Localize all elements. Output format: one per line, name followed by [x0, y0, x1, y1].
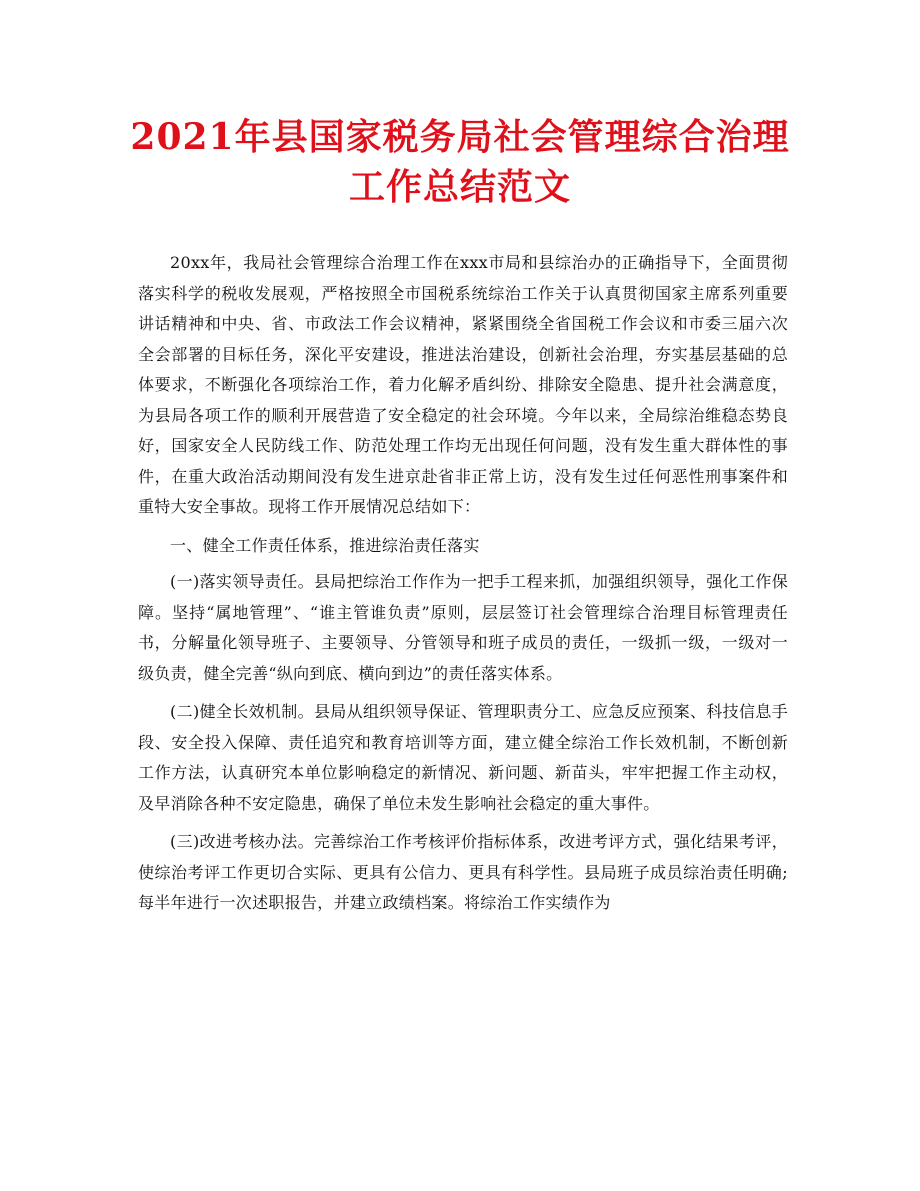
title-line-2: 工作总结范文 [348, 166, 571, 208]
document-body [138, 248, 788, 927]
title-line-1: 2021年县国家税务局社会管理综合治理 [130, 116, 790, 158]
section-heading: 一、健全工作责任体系，推进综治责任落实 [170, 535, 480, 555]
document-title [100, 112, 820, 212]
paragraph-assessment: (三)改进考核办法。完善综治工作考核评价指标体系，改进考评方式，强化结果考评，使综治考评工作更切合实际、更具有公信力、更具有科学性。县局班子成员综治责任明确;每半年进行一次述职报告，并建立政绩档案。将综治工作实绩作为 [138, 832, 788, 912]
paragraph-leadership: (一)落实领导责任。县局把综治工作作为一把手工程来抓，加强组织领导，强化工作保障。坚持“属地管理”、“谁主管谁负责”原则，层层签订社会管理综合治理目标管理责任书，分解量化领导班子、主要领导、分管领导和班子成员的责任，一级抓一级，一级对一级负责，健全完善“纵向到底、横向到边”的责任落实体系。 [138, 572, 788, 683]
paragraph-mechanism: (二)健全长效机制。县局从组织领导保证、管理职责分工、应急反应预案、科技信息手段、安全投入保障、责任追究和教育培训等方面，建立健全综治工作长效机制，不断创新工作方法，认真研究本单位影响稳定的新情况、新问题、新苗头，牢牢把握工作主动权，及早消除各种不安定隐患，确保了单位未发生影响社会稳定的重大事件。 [138, 702, 788, 813]
intro-paragraph: 20xx年，我局社会管理综合治理工作在xxx市局和县综治办的正确指导下，全面贯彻落实科学的税收发展观，严格按照全市国税系统综治工作关于认真贯彻国家主席系列重要讲话精神和中央、省、市政法工作会议精神，紧紧围绕全省国税工作会议和市委三届六次全会部署的目标任务，深化平安建设，推进法治建设，创新社会治理，夯实基层基础的总体要求，不断强化各项综治工作，着力化解矛盾纠纷、排除安全隐患、提升社会满意度，为县局各项工作的顺利开展营造了安全稳定的社会环境。今年以来，全局综治维稳态势良好，国家安全人民防线工作、防范处理工作均无出现任何问题，没有发生重大群体性的事件，在重大政治活动期间没有发生进京赴省非正常上访，没有发生过任何恶性刑事案件和重特大安全事故。现将工作开展情况总结如下： [138, 253, 788, 516]
